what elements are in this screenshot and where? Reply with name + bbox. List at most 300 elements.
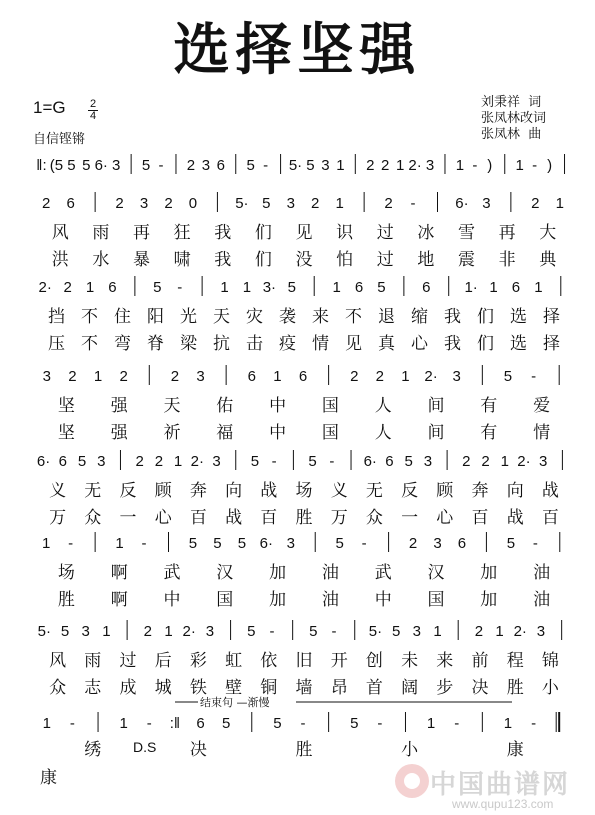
lyric-verse1: 再 [498,223,516,243]
lyric-verse1: 袭 [279,307,296,327]
note: ) [487,157,493,174]
note: 2 [115,195,124,212]
lyric-verse2: 国 [216,590,234,610]
note: - [532,157,538,174]
lyric-verse2: 加 [480,590,498,610]
note: 6 [511,279,521,296]
lyric-verse1: 无 [365,481,383,501]
lyric-verse1: 过 [376,223,394,243]
note: 1· [464,279,478,296]
note: 1 [220,279,229,296]
note: - [69,715,75,732]
note: - [531,715,537,732]
note: 2· [517,453,531,470]
note: 5 [306,157,315,174]
lyric-verse1: 汉 [216,563,234,583]
note: 3 [286,195,295,212]
lyric-verse2: 胜 [295,508,313,528]
note: 1 [93,368,103,385]
lyric-verse1: 战 [260,481,278,501]
lyric-verse1: 爱 [533,396,551,416]
watermark-site-name: 中国曲谱网 [430,770,571,800]
lyric-verse2: 油 [533,590,551,610]
note: 5 [391,623,401,640]
note: - [532,535,538,552]
note: 1 [273,368,282,385]
lyric-verse1: 风 [51,223,69,243]
note: 2 [42,195,51,212]
note: 3 [482,195,491,212]
note: 5 [60,623,70,640]
note: - [146,715,152,732]
note: 5 [335,535,344,552]
lyric-verse1: 汉 [427,563,445,583]
lyric-verse2: 没 [295,250,313,270]
lyric-verse2: 震 [457,250,475,270]
note: 2· [190,453,204,470]
lyric-verse1: 后 [154,651,172,671]
note: ) [547,157,553,174]
lyric-verse1: 旧 [295,651,313,671]
lyric-verse1: 反 [401,481,419,501]
lyric-verse2: 暴 [133,250,151,270]
note: 1 [42,535,51,552]
lyric-verse2: 志 [84,678,102,698]
lyric-verse2: 不 [81,334,98,354]
note: - [329,453,335,470]
note: 3 [452,368,461,385]
lyric-verse1: 再 [133,223,151,243]
note: 5· [235,195,249,212]
note: 5 [350,715,359,732]
lyric-verse2: 胜 [57,590,75,610]
note: 3 [423,453,433,470]
note: 3 [433,535,442,552]
note: 1 [489,279,498,296]
note: 6· [36,453,51,470]
note: 2 [119,368,128,385]
lyric-verse2: 情 [533,423,551,443]
lyric-verse2: 胜 [506,678,524,698]
note: 3 [425,157,435,174]
lyric-verse2: 众 [365,508,383,528]
note: 5 [213,535,222,552]
lyric-verse1: 创 [365,651,383,671]
lyric-verse1: 加 [269,563,287,583]
lyric-verse2: 百 [189,508,207,528]
note: 1 [119,715,128,732]
lyric-verse2: 城 [154,678,172,698]
lyric-verse1: 我 [214,223,232,243]
lyric-verse1: 武 [374,563,392,583]
lyric-verse1: 顾 [436,481,454,501]
note: 3 [139,195,149,212]
lyric-verse1: 顾 [154,481,172,501]
lyric-verse1: 决 [189,740,207,760]
note: 1 [115,535,124,552]
lyric-verse2: 国 [321,423,339,443]
note: 2· [182,623,196,640]
lyric-verse2: 典 [539,250,557,270]
note: 6 [66,195,75,212]
credit-composer: 张凤林 曲 [481,127,542,142]
note: - [271,453,277,470]
note: 6 [216,157,225,174]
lyric-verse1: 有 [480,396,498,416]
lyric-verse1: 中 [269,396,287,416]
note: 3 [201,157,211,174]
lyric-verse1: 天 [213,307,230,327]
note: 6· [455,195,469,212]
note: 2· [513,623,527,640]
note: 1 [336,157,345,174]
note: 6 [196,715,205,732]
note: - [141,535,147,552]
lyric-verse2: 万 [49,508,67,528]
lyric-verse1: 义 [330,481,348,501]
note: 2 [135,453,144,470]
lyric-verse2: 阔 [401,678,419,698]
lyric-verse1: 阳 [147,307,164,327]
repeat-sign-ds: D.S [133,739,157,755]
lyric-verse2: 中 [269,423,287,443]
note: 3 [42,368,51,385]
lyric-verse2: 战 [506,508,524,528]
note: 5 [377,279,386,296]
lyric-verse1: 彩 [189,651,207,671]
lyric-verse1: 程 [506,651,524,671]
lyric-verse1: 雪 [457,223,475,243]
note: 6 [58,453,67,470]
lyric-verse1: 前 [471,651,489,671]
note: 1 [503,715,513,732]
lyric-verse1: 锦 [541,651,559,671]
lyric-verse2: 一 [401,508,419,528]
lyric-verse1: 依 [260,651,278,671]
lyric-verse1: 加 [480,563,498,583]
lyric-verse2: 铁 [189,678,207,698]
note: 1 [401,368,410,385]
note: 2 [154,453,164,470]
lyric-verse1: 反 [119,481,137,501]
lyric-verse2: 强 [110,423,128,443]
lyric-verse1: 狂 [173,223,191,243]
lyric-verse2: 壁 [225,678,243,698]
note: 0 [188,195,198,212]
lyric-verse2: 们 [477,334,494,354]
lyric-verse1: 向 [506,481,524,501]
note: 3 [97,453,106,470]
lyric-verse2: 一 [119,508,137,528]
note: 5 [237,535,247,552]
lyric-verse1: 来 [436,651,454,671]
lyric-verse1: 退 [378,307,395,327]
note: - [472,157,478,174]
lyric-verse1: 胜 [295,740,313,760]
lyric-verse1: 过 [119,651,137,671]
note: 5 [506,535,516,552]
lyric-verse1: 天 [163,396,181,416]
note: 1 [335,195,344,212]
lyric-verse1: 未 [401,651,419,671]
note: 1 [332,279,341,296]
lyric-verse2: 众 [84,508,102,528]
lyric-verse2: 情 [312,334,329,354]
note: - [68,535,74,552]
note: 5 [247,623,256,640]
note: - [531,368,537,385]
note: 6· [363,453,377,470]
lyric-verse2: 中 [374,590,392,610]
lyric-verse2: 油 [321,590,339,610]
lyric-verse1: 缩 [411,307,428,327]
note: 1 [242,279,252,296]
lyric-verse1: 油 [321,563,339,583]
lyric-verse1: 选 [510,307,527,327]
note: 3 [205,623,215,640]
lyric-verse2: 我 [214,250,232,270]
lyric-verse1: 冰 [417,223,435,243]
watermark-logo-icon [395,764,429,798]
lyric-verse2: 过 [376,250,394,270]
note: 5 [141,157,151,174]
note: 5 [82,157,91,174]
lyric-verse2: 中 [163,590,181,610]
annotation-text: 结束句 —渐慢 [200,696,270,709]
lyric-verse2: 首 [365,678,383,698]
note: 6 [354,279,364,296]
lyric-verse2: 怕 [336,250,354,270]
note: 6 [108,279,117,296]
lyric-verse1: 奔 [189,481,207,501]
lyric-verse1: 不 [345,307,362,327]
lyric-verse2: 百 [260,508,278,528]
lyric-verse1: 大 [539,223,557,243]
note: 1 [555,195,564,212]
note: 2 [311,195,320,212]
note: 1 [42,715,51,732]
note: - [177,279,183,296]
note: 1 [102,623,111,640]
lyric-verse1: 绣 [84,740,102,760]
note: 5 [221,715,231,732]
note: 5 [273,715,282,732]
lyric-verse2: 水 [92,250,110,270]
lyric-verse2: 铜 [260,678,278,698]
note: 2 [375,368,385,385]
lyric-verse1: 住 [114,307,131,327]
lyric-verse2: 众 [49,678,67,698]
lyric-verse2: 梁 [180,334,197,354]
lyric-verse2: 抗 [213,334,230,354]
time-signature-top: 2 [89,98,97,110]
note: 6· [94,157,108,174]
note: 2 [531,195,540,212]
note: 2 [350,368,359,385]
note: 1 [395,157,405,174]
lyric-verse2: 小 [541,678,559,698]
lyric-verse2: 决 [471,678,489,698]
lyric-verse2: 墙 [295,678,313,698]
note: 2 [68,368,77,385]
note: 1 [173,453,183,470]
note: - [410,195,416,212]
lyric-verse1: 风 [49,651,67,671]
lyric-verse1: 康 [506,740,524,760]
note: 1 [164,623,173,640]
note: 3 [286,535,295,552]
lyric-verse2: 弯 [114,334,131,354]
note: 3 [112,157,121,174]
lyric-verse2: 成 [119,678,137,698]
credit-lyric-reviser: 张凤林改词 [481,111,547,126]
note: - [377,715,383,732]
lyric-verse2: 百 [471,508,489,528]
note: 1 [515,157,524,174]
note: 6· [259,535,273,552]
credit-lyricist: 刘秉祥 词 [481,95,542,110]
note: 2 [474,623,484,640]
note: 3 [212,453,221,470]
lyric-verse2: 有 [480,423,498,443]
song-title: 选择坚强 [173,17,422,83]
lyric-verse2: 们 [254,250,272,270]
note: - [361,535,367,552]
note: :‖ [169,715,181,732]
lyric-verse2: 啸 [173,250,191,270]
lyric-verse1: 虹 [225,651,243,671]
lyric-verse1: 雨 [84,651,102,671]
lyric-verse1: 见 [295,223,313,243]
note: 2 [164,195,173,212]
lyric-verse2: 脊 [147,334,164,354]
lyric-verse2: 步 [436,678,454,698]
lyric-verse2: 压 [48,334,65,354]
lyric-verse2: 心 [154,508,172,528]
note: 5· [37,623,52,640]
lyric-verse2: 加 [269,590,287,610]
lyric-verse1: 们 [477,307,494,327]
note: 3 [321,157,330,174]
lyric-verse2: 见 [345,334,362,354]
lyric-verse1: 武 [163,563,181,583]
lyric-verse2: 非 [498,250,516,270]
note: 2 [408,535,418,552]
lyric-verse1: 灾 [246,307,263,327]
note: 1 [433,623,442,640]
lyric-verse2: 人 [374,423,392,443]
lyric-verse1: 佑 [216,396,234,416]
note: 6 [422,279,431,296]
note: 3 [412,623,421,640]
note: 1 [426,715,436,732]
lyric-verse1: 油 [533,563,551,583]
lyric-verse1: 间 [427,396,445,416]
note: 6 [457,535,467,552]
note: 5· [288,157,303,174]
key-signature: 1=G [33,98,66,117]
lyric-verse1: 挡 [48,307,65,327]
note: - [269,623,275,640]
lyric-verse1: 人 [374,396,392,416]
lyric-verse1: 国 [321,396,339,416]
note: 5 [404,453,413,470]
note: 6 [247,368,256,385]
lyric-verse1: 雨 [92,223,110,243]
note: 5 [308,453,317,470]
lyric-verse1: 们 [254,223,272,243]
lyric-verse2: 疫 [279,334,296,354]
note: 5· [368,623,383,640]
note: - [331,623,337,640]
lyric-verse1: 坚 [57,396,75,416]
lyric-verse2: 康 [40,768,57,788]
lyric-verse2: 万 [330,508,348,528]
lyric-verse2: 击 [246,334,263,354]
note: 5 [153,279,162,296]
note: - [454,715,460,732]
note: 3· [262,279,277,296]
lyric-verse2: 百 [541,508,559,528]
lyric-verse2: 洪 [51,250,69,270]
lyric-verse2: 国 [427,590,445,610]
note: 2· [408,157,422,174]
note: 1 [85,279,95,296]
note: 2 [462,453,471,470]
lyric-verse2: 真 [378,334,395,354]
lyric-verse1: 不 [81,307,98,327]
lyric-verse1: 强 [110,396,128,416]
note: 2· [38,279,52,296]
note: 2 [170,368,180,385]
lyric-verse2: 昂 [330,678,348,698]
lyric-verse1: 战 [541,481,559,501]
time-signature-bottom: 4 [89,110,97,122]
performance-mood: 自信铿锵 [33,132,86,147]
lyric-verse2: 福 [216,423,234,443]
lyric-verse2: 战 [225,508,243,528]
lyric-verse2: 间 [427,423,445,443]
lyric-verse1: 来 [312,307,329,327]
lyric-verse1: 奔 [471,481,489,501]
note: 2 [481,453,490,470]
lyric-verse1: 择 [543,307,560,327]
lyric-verse1: 向 [225,481,243,501]
note: (5 [49,157,64,174]
note: 1 [455,157,465,174]
note: 5 [77,453,87,470]
note: 5 [287,279,296,296]
lyric-verse1: 我 [444,307,461,327]
lyric-verse2: 择 [543,334,560,354]
note: 5 [250,453,260,470]
lyric-verse2: 我 [444,334,461,354]
lyric-verse1: 开 [330,651,348,671]
note: 1 [534,279,543,296]
note: ‖: [36,157,47,174]
lyric-verse2: 啊 [110,590,128,610]
lyric-verse1: 小 [401,740,419,760]
note: 3 [536,623,546,640]
note: 5 [309,623,318,640]
note: 2 [366,157,375,174]
lyric-verse1: 场 [295,481,313,501]
note: 2· [424,368,438,385]
note: 3 [81,623,90,640]
note: 1 [495,623,504,640]
note: - [263,157,269,174]
lyric-verse1: 义 [49,481,67,501]
